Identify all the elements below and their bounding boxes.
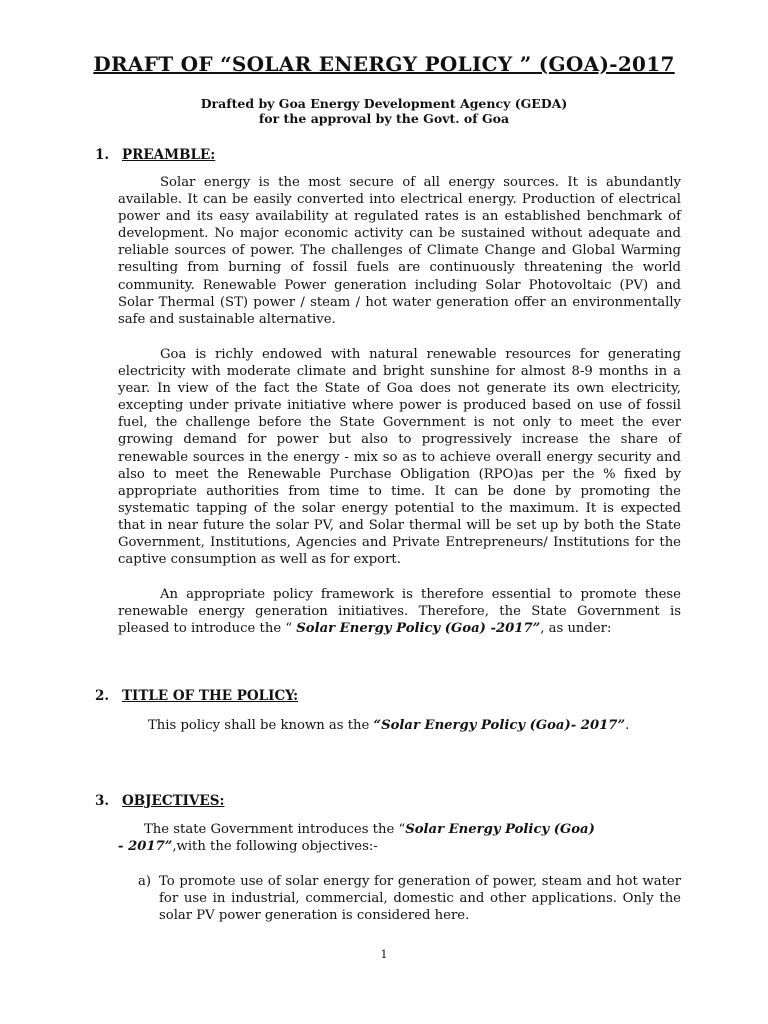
title-tail: . xyxy=(625,718,630,733)
page-number: 1 xyxy=(380,948,388,961)
section-heading-objectives xyxy=(95,793,224,809)
section-number: 2. xyxy=(95,688,110,704)
preamble-paragraph-2: Goa is richly endowed with natural renewable resources for generating electricity with moderate climate and bright sunshine for almost 8-9 months in a year. In view of the fact the State of Goa does not generate its own electricity, excepting under private initiative where power is produced based on use of fossil fuel, the challenge before the State Government is not only to meet the ever growing demand for power but also to progressively increase the share of renewable sources in the energy - mix so as to achieve overall energy security and also to meet the Renewable Purchase Obligation (RPO)as per the % fixed by appropriate authorities from time to time. It can be done by promoting the systematic tapping of the solar energy potential to the maximum. It is expected that in near future the solar PV, and Solar thermal will be set up by both the State Government, Institutions, Agencies and Private Entrepreneurs/ Institutions for the captive consumption as well as for export. xyxy=(118,347,681,568)
title-of-policy-paragraph xyxy=(148,717,711,734)
preamble-p3-text: An appropriate policy framework is therefore essential to promote these renewable energy generation initiatives. Therefore, the State Government is pleased to introduce the “ xyxy=(118,587,681,637)
section-number: 1. xyxy=(95,147,110,163)
objective-label: a) xyxy=(138,874,152,889)
section-heading-preamble xyxy=(95,147,215,163)
section-heading-title-of-policy xyxy=(95,688,298,704)
policy-name-emphasis: Solar Energy Policy (Goa) - 2017” xyxy=(118,822,595,855)
preamble-paragraph-1: Solar energy is the most secure of all energy sources. It is abundantly available. It can be easily converted into electrical energy. Production of electrical power and its easy availability at regulated rates is an established benchmark of development. No major economic activity can be sustained without adequate and reliable sources of power. The challenges of Climate Change and Global Warming resulting from burning of fossil fuels are continuously threatening the world community. Renewable Power generation including Solar Photovoltaic (PV) and Solar Thermal (ST) power / steam / hot water generation offer an environmentally safe and sustainable alternative. xyxy=(118,175,681,327)
subtitle-line-1: Drafted by Goa Energy Development Agency (GEDA) xyxy=(200,96,568,111)
section-title: TITLE OF THE POLICY: xyxy=(122,688,299,704)
subtitle-line-2: for the approval by the Govt. of Goa xyxy=(258,111,510,126)
objective-item xyxy=(138,873,681,924)
document-title: DRAFT OF “SOLAR ENERGY POLICY ” (GOA)-2017 xyxy=(93,52,675,76)
objectives-intro-text: The state Government introduces the “ xyxy=(144,822,406,837)
document-subtitle xyxy=(0,96,768,126)
policy-name-emphasis: “Solar Energy Policy (Goa)- 2017” xyxy=(373,718,626,733)
section-title: OBJECTIVES: xyxy=(122,793,225,809)
preamble-p3-tail: , as under: xyxy=(540,621,612,637)
objectives-intro-tail: ,with the following objectives:- xyxy=(172,839,378,855)
objective-text: To promote use of solar energy for generation of power, steam and hot water for use in industrial, commercial, domestic and other applications. Only the solar PV power generation is considered here. xyxy=(159,874,681,924)
section-title: PREAMBLE: xyxy=(122,147,216,163)
title-text: This policy shall be known as the xyxy=(148,718,374,733)
objectives-intro xyxy=(118,821,598,855)
section-number: 3. xyxy=(95,793,110,809)
policy-name-emphasis: Solar Energy Policy (Goa) -2017” xyxy=(296,621,541,637)
preamble-paragraph-3 xyxy=(118,586,681,637)
